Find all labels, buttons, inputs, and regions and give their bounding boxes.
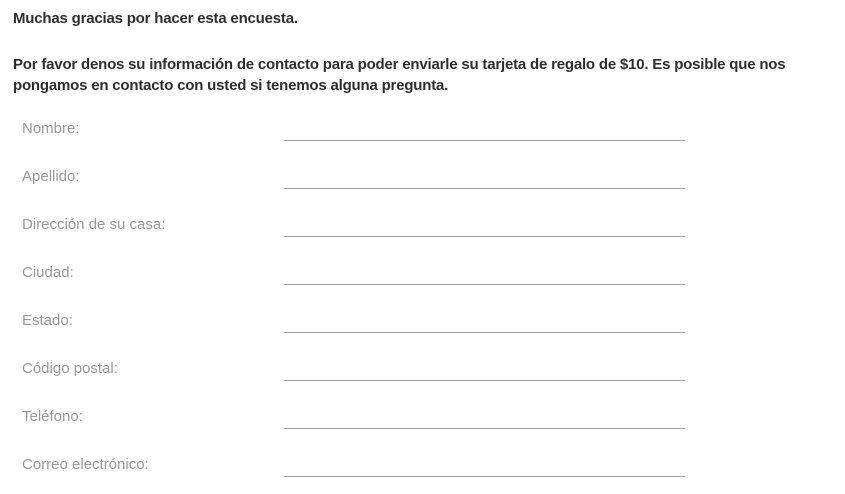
ciudad-input[interactable] <box>284 262 685 285</box>
form-row <box>13 159 832 189</box>
direccion-casa-input[interactable] <box>284 214 685 237</box>
estado-input[interactable] <box>284 310 685 333</box>
form-row <box>13 447 832 477</box>
codigo-postal-input[interactable] <box>284 358 685 381</box>
telefono-input[interactable] <box>284 406 685 429</box>
telefono-label: Teléfono: <box>22 408 83 425</box>
ciudad-label: Ciudad: <box>22 264 74 281</box>
form-row <box>13 255 832 285</box>
nombre-input[interactable] <box>284 118 685 141</box>
direccion-casa-label: Dirección de su casa: <box>22 216 166 233</box>
apellido-label: Apellido: <box>22 168 80 185</box>
thanks-message: Muchas gracias por hacer esta encuesta. <box>13 10 298 27</box>
correo-electronico-input[interactable] <box>284 454 685 477</box>
form-row <box>13 399 832 429</box>
estado-label: Estado: <box>22 312 73 329</box>
contact-form <box>13 111 832 477</box>
form-row <box>13 111 832 141</box>
form-row <box>13 351 832 381</box>
apellido-input[interactable] <box>284 166 685 189</box>
form-row <box>13 303 832 333</box>
nombre-label: Nombre: <box>22 120 80 137</box>
form-row <box>13 207 832 237</box>
instructions-message: Por favor denos su información de contacto para poder enviarle su tarjeta de regalo de $10. Es posible que nos pongamos en contacto con usted si tenemos alguna pregunta. <box>13 56 786 94</box>
codigo-postal-label: Código postal: <box>22 360 118 377</box>
correo-electronico-label: Correo electrónico: <box>22 456 149 473</box>
